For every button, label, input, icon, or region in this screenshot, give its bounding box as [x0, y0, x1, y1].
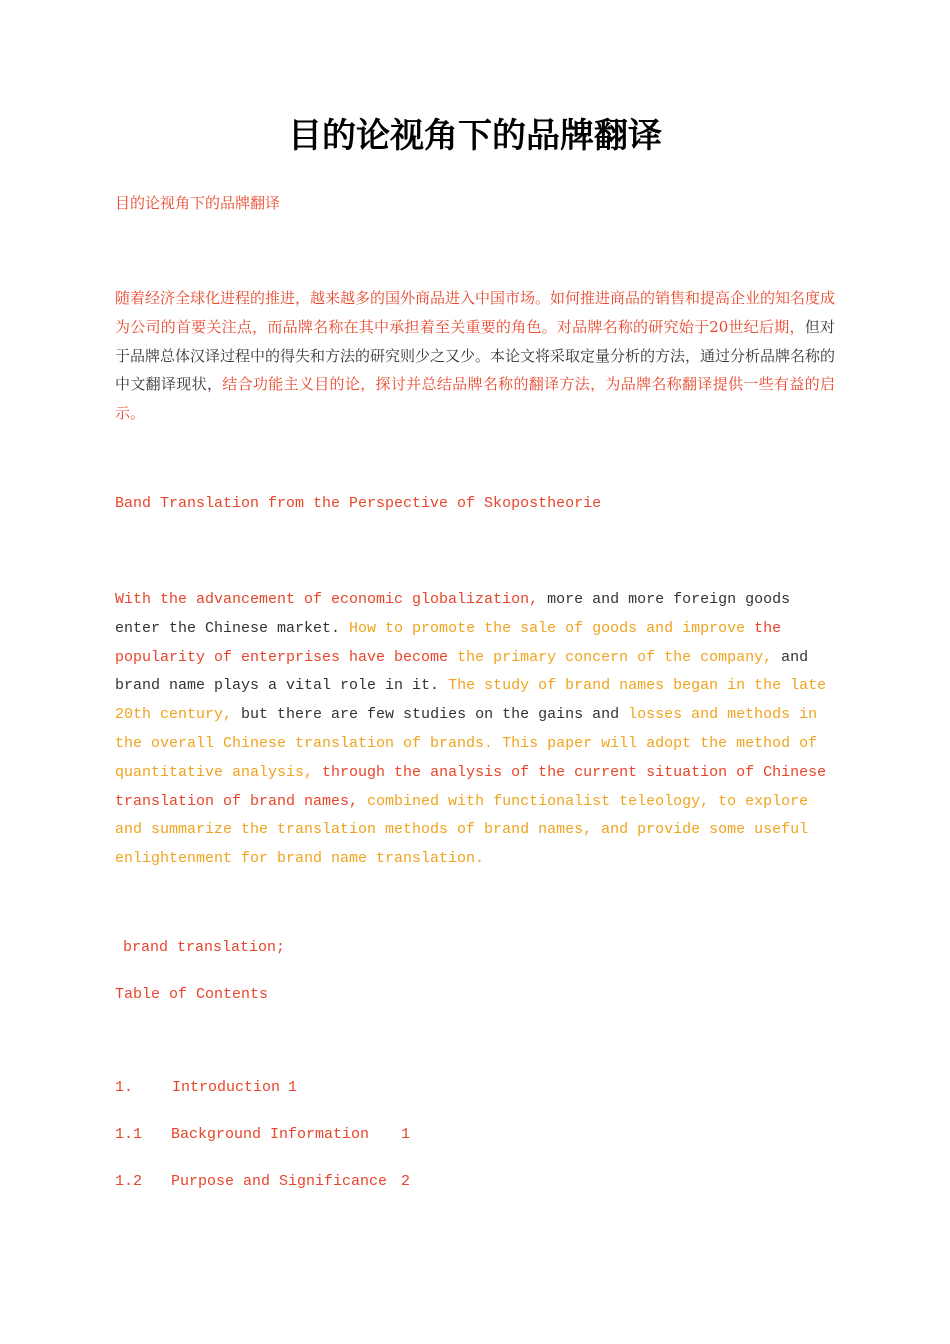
english-abstract-segment: combined with functionalist teleology, to explore and summarize the translation methods of brand names, and provide some useful enlightenment for brand name translation. — [115, 792, 809, 868]
chinese-abstract — [115, 284, 835, 428]
chinese-abstract-segment: 结合功能主义目的论，探讨并总结品牌名称的翻译方法，为品牌名称翻译提供一些有益的启示。 — [115, 375, 835, 423]
english-title: Band Translation from the Perspective of Skopostheorie — [115, 495, 602, 512]
english-abstract-segment: through the analysis of the current situation of Chinese translation of brand names, — [115, 763, 827, 810]
toc-entry-number: 1. — [115, 1079, 134, 1096]
toc-entry[interactable] — [115, 1124, 415, 1146]
english-abstract-segment: The study of brand names began in the late 20th century, — [115, 677, 827, 724]
english-abstract-segment: and brand name plays a vital role in it. — [115, 648, 809, 695]
english-abstract-segment: the primary concern of the company, — [457, 648, 773, 666]
toc-entry-number: 1.1 — [115, 1126, 143, 1143]
toc-entry-label: Purpose and Significance — [171, 1173, 388, 1190]
toc-title: Table of Contents — [115, 986, 269, 1003]
english-abstract-segment: more and more foreign goods enter the Chinese market. — [115, 591, 791, 637]
english-abstract-segment: How to promote the sale of goods and improve — [349, 619, 755, 637]
english-abstract-segment: losses and methods in the overall Chinese translation of brands. This paper will adopt the method of quantitative analysis, — [115, 706, 818, 781]
toc-entry-label: Background Information — [171, 1126, 370, 1143]
keywords: brand translation; — [123, 939, 286, 956]
english-abstract-segment: With the advancement of economic globalization, — [115, 591, 539, 608]
toc-entry[interactable] — [115, 1077, 415, 1099]
chinese-subtitle: 目的论视角下的品牌翻译 — [115, 194, 281, 212]
toc-entry-label: Introduction — [172, 1079, 281, 1096]
chinese-abstract-segment: 但对于品牌总体汉译过程中的得失和方法的研究则少之又少。本论文将采取定量分析的方法，通过分析品牌名称的中文翻译现状， — [115, 317, 836, 394]
english-abstract — [115, 586, 840, 874]
chinese-abstract-segment: 随着经济全球化进程的推进，越来越多的国外商品进入中国市场。如何推进商品的销售和提高企业的知名度成为公司的首要关注点，而品牌名称在其中承担着至关重要的角色。对品牌名称的研究始于20世纪后期， — [115, 289, 836, 336]
english-abstract-segment: the popularity of enterprises have become — [115, 619, 782, 666]
toc-entry-number: 1.2 — [115, 1173, 143, 1190]
english-abstract-segment: but there are few studies on the gains and — [232, 706, 629, 724]
toc-entry-page: 2 — [401, 1173, 411, 1190]
toc-entry[interactable] — [115, 1171, 415, 1193]
document-title: 目的论视角下的品牌翻译 — [288, 116, 662, 156]
toc-entry-page: 1 — [401, 1126, 411, 1143]
toc-entry-page: 1 — [288, 1079, 298, 1096]
